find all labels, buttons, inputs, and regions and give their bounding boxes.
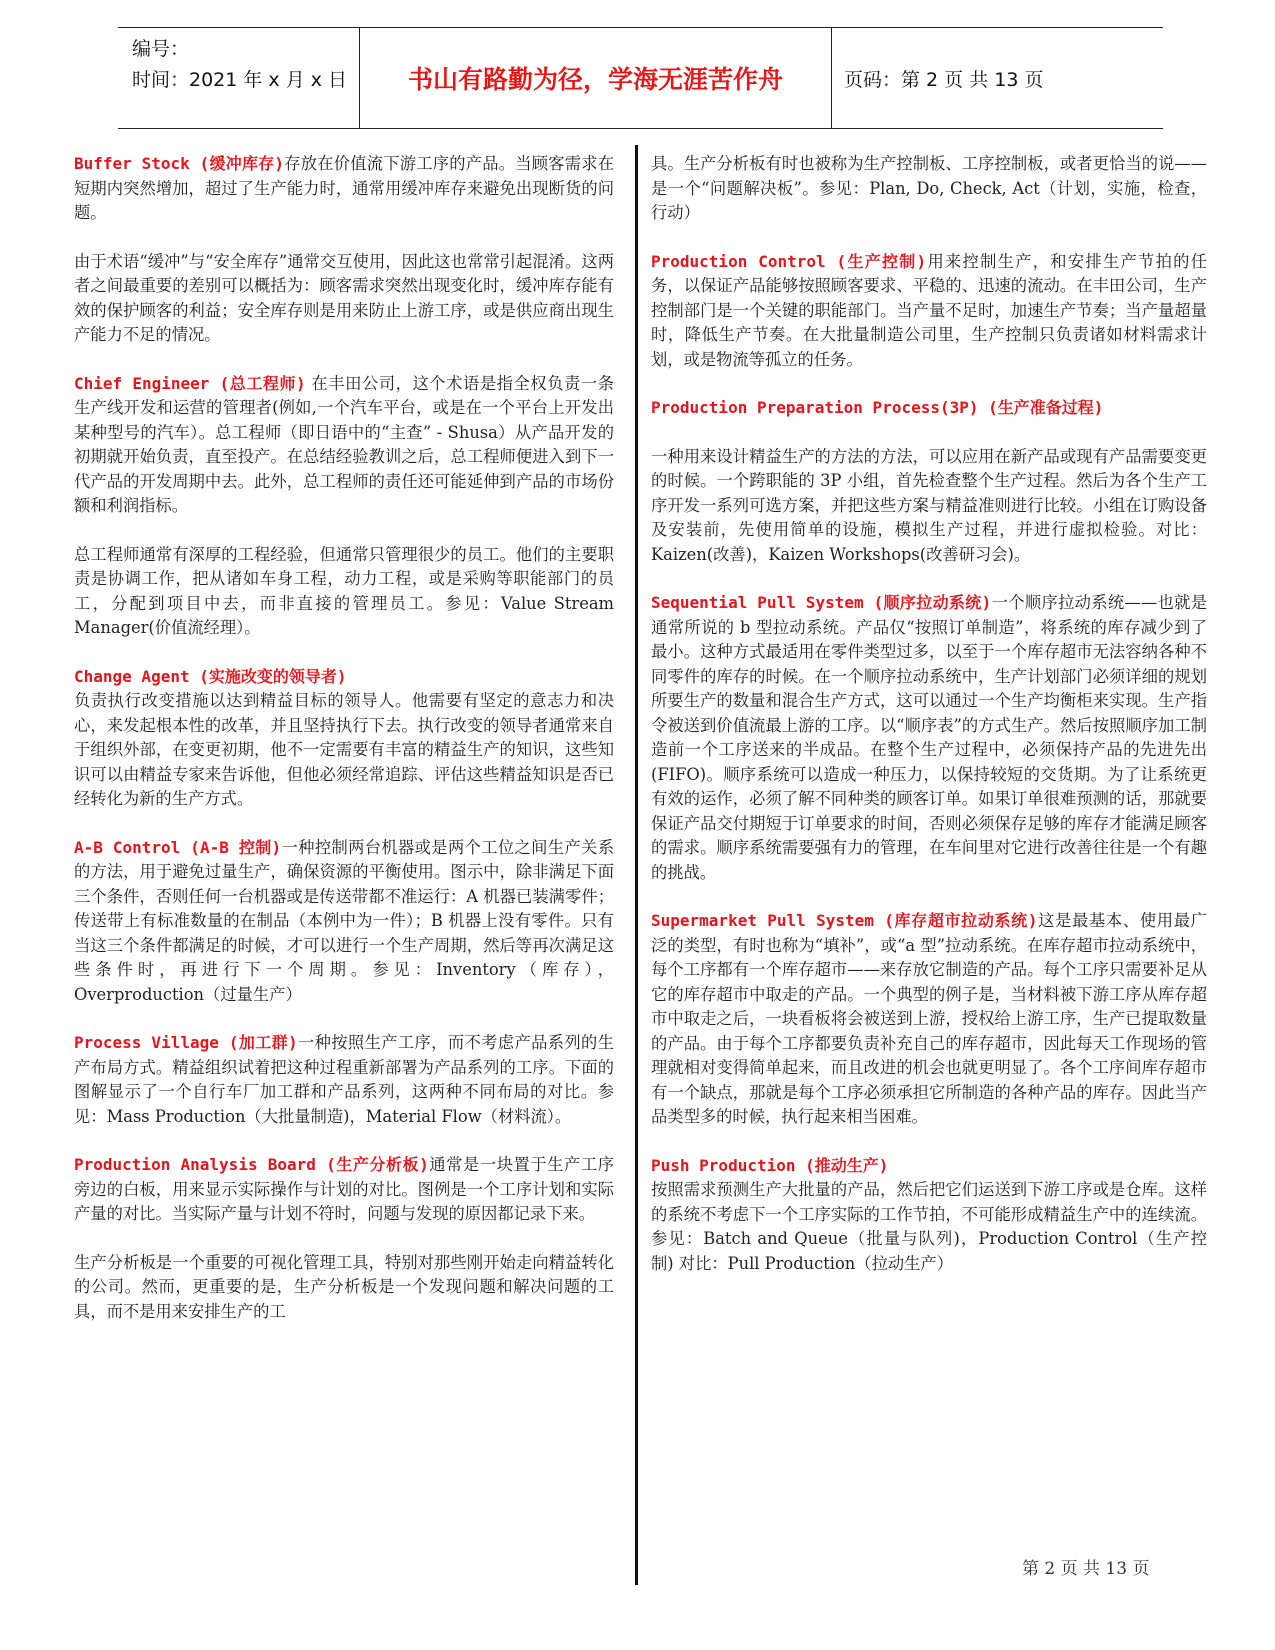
page-footer: 第 2 页 共 13 页	[1022, 1559, 1150, 1579]
term-supermarket-pull: Supermarket Pull System (库存超市拉动系统)	[651, 911, 1038, 930]
term-production-preparation: Production Preparation Process(3P) (生产准备过程)	[651, 398, 1104, 417]
term-production-analysis-board: Production Analysis Board (生产分析板)	[74, 1155, 429, 1174]
entry-chief-engineer	[74, 372, 614, 519]
entry-process-village	[74, 1031, 614, 1129]
paragraph-chief-engineer-2: 总工程师通常有深厚的工程经验，但通常只管理很少的员工。他们的主要职责是协调工作，把从诸如车身工程，动力工程，或是采购等职能部门的员工，分配到项目中去，而非直接的管理员工。参见：Value Stream Manager(价值流经理）。	[74, 544, 614, 637]
term-buffer-stock: Buffer Stock (缓冲库存)	[74, 154, 285, 173]
header-motto: 书山有路勤为径，学海无涯苦作舟	[360, 28, 832, 128]
definition-change-agent: 负责执行改变措施以达到精益目标的领导人。他需要有坚定的意志力和决心，来发起根本性的改革，并且坚持执行下去。执行改变的领导者通常来自于组织外部，在变更初期，他不一定需要有丰富的精益生产的知识，这些知识可以由精益专家来告诉他，但他必须经常追踪、评估这些精益知识是否已经转化为新的生产方式。	[74, 691, 614, 808]
paragraph-production-analysis-board-cont: 具。生产分析板有时也被称为生产控制板、工序控制板，或者更恰当的说——是一个“问题解决板”。参见：Plan, Do, Check, Act（计划，实施，检查，行动）	[651, 154, 1207, 222]
left-column	[74, 152, 614, 1348]
definition-ab-control: 一种控制两台机器或是两个工位之间生产关系的方法，用于避免过量生产，确保资源的平衡使用。图示中，除非满足下面三个条件，否则任何一台机器或是传送带都不准运行：A 机器已装满零件；传送带上有标准数量的在制品（本例中为一件）；B 机器上没有零件。只有当这三个条件都满足的时候，才可以进行一个生产周期，然后等再次满足这些条件时，再进行下一个周期。参见：Inventory（库存），Overproduction（过量生产）	[74, 837, 614, 1004]
header-meta	[118, 28, 360, 128]
entry-sequential-pull	[651, 591, 1207, 885]
entry-production-control	[651, 250, 1207, 373]
definition-supermarket-pull: 这是最基本、使用最广泛的类型，有时也称为“填补”，或“a 型”拉动系统。在库存超市拉动系统中，每个工序都有一个库存超市——来存放它制造的产品。每个工序只需要补足从它的库存超市中取走的产品。一个典型的例子是，当材料被下游工序从库存超市中取走之后，一块看板将会被送到上游，授权给上游工序，生产已提取数量的产品。由于每个工序都要负责补充自己的库存超市，因此每天工作现场的管理就相对变得简单起来，而且改进的机会也就更明显了。各个工序间库存超市有一个缺点，那就是每个工序必须承担它所制造的各种产品的库存。因此当产品类型多的时候，执行起来相当困难。	[651, 911, 1207, 1126]
entry-production-analysis-board	[74, 1153, 614, 1227]
definition-production-control: 用来控制生产，和安排生产节拍的任务，以保证产品能够按照顾客要求、平稳的、迅速的流动。在丰田公司，生产控制部门是一个关键的职能部门。当产量不足时，加速生产节奏；当产量超量时，降低生产节奏。在大批量制造公司里，生产控制只负责诸如材料需求计划，或是物流等孤立的任务。	[651, 251, 1207, 369]
entry-push-production	[651, 1154, 1207, 1277]
entry-ab-control	[74, 836, 614, 1008]
page-header	[118, 27, 1163, 129]
document-number-label: 编号：	[132, 38, 190, 60]
definition-production-preparation: 一种用来设计精益生产的方法的方法，可以应用在新产品或现有产品需要变更的时候。一个跨职能的 3P 小组，首先检查整个生产过程。然后为各个生产工序开发一系列可选方案，并把这些方案与精益准则进行比较。小组在订购设备及安装前，先使用简单的设施，模拟生产过程，并进行虚拟检验。对比：Kaizen(改善)，Kaizen Workshops(改善研习会)。	[651, 446, 1207, 564]
entry-production-preparation	[651, 396, 1207, 421]
right-column	[651, 152, 1207, 1300]
column-divider	[635, 145, 638, 1585]
term-change-agent: Change Agent (实施改变的领导者)	[74, 666, 347, 686]
definition-buffer-stock: 存放在价值流下游工序的产品。当顾客需求在短期内突然增加，超过了生产能力时，通常用缓冲库存来避免出现断货的问题。	[74, 154, 614, 222]
entry-buffer-stock	[74, 152, 614, 226]
definition-push-production: 按照需求预测生产大批量的产品，然后把它们运送到下游工序或是仓库。这样的系统不考虑下一个工序实际的工作节拍，不可能形成精益生产中的连续流。参见：Batch and Queue（批量与队列)，Production Control（生产控制) 对比：Pull Production（拉动生产）	[651, 1180, 1207, 1273]
term-chief-engineer: Chief Engineer (总工程师)	[74, 373, 306, 393]
document-time-label: 时间：2021 年 x 月 x 日	[132, 69, 348, 91]
paragraph-production-analysis-board-2: 生产分析板是一个重要的可视化管理工具，特别对那些刚开始走向精益转化的公司。然而，更重要的是，生产分析板是一个发现问题和解决问题的工具，而不是用来安排生产的工	[74, 1252, 614, 1321]
term-ab-control: A-B Control (A-B 控制)	[74, 837, 282, 857]
term-sequential-pull: Sequential Pull System (顺序拉动系统)	[651, 593, 992, 612]
definition-production-analysis-board: 通常是一块置于生产工序旁边的白板，用来显示实际操作与计划的对比。图例是一个工序计划和实际产量的对比。当实际产量与计划不符时，问题与发现的原因都记录下来。	[74, 1155, 614, 1223]
header-page-number: 页码：第 2 页 共 13 页	[844, 68, 1044, 91]
entry-supermarket-pull	[651, 909, 1207, 1130]
term-production-control: Production Control (生产控制)	[651, 251, 927, 271]
paragraph-buffer-stock-2: 由于术语“缓冲”与“安全库存”通常交互使用，因此这也常常引起混淆。这两者之间最重要的差别可以概括为：顾客需求突然出现变化时，缓冲库存能有效的保护顾客的利益；安全库存则是用来防止上游工序，或是供应商出现生产能力不足的情况。	[74, 251, 614, 344]
definition-chief-engineer: 在丰田公司，这个术语是指全权负责一条生产线开发和运营的管理者(例如,一个汽车平台，或是在一个平台上开发出某种型号的汽车）。总工程师（即日语中的“主查” - Shusa）从产品开发的初期就开始负责，直至投产。在总结经验教训之后，总工程师便进入到下一代产品的开发周期中去。此外，总工程师的责任还可能延伸到产品的市场份额和利润指标。	[74, 373, 614, 515]
entry-change-agent	[74, 665, 614, 812]
definition-process-village: 一种按照生产工序，而不考虑产品系列的生产布局方式。精益组织试着把这种过程重新部署为产品系列的工序。下面的图解显示了一个自行车厂加工群和产品系列，这两种不同布局的对比。参见：Mass Production（大批量制造)，Material Flow（材料流）。	[74, 1033, 614, 1126]
definition-sequential-pull: 一个顺序拉动系统——也就是通常所说的 b 型拉动系统。产品仅“按照订单制造”，将系统的库存减少到了最小。这种方式最适用在零件类型过多，以至于一个库存超市无法容纳各种不同零件的库存的时候。在一个顺序拉动系统中，生产计划部门必须详细的规划所要生产的数量和混合生产方式，这可以通过一个生产均衡柜来实现。生产指令被送到价值流最上游的工序。以“顺序表”的方式生产。然后按照顺序加工制造前一个工序送来的半成品。在整个生产过程中，必须保持产品的先进先出(FIFO)。顺序系统可以造成一种压力，以保持较短的交货期。为了让系统更有效的运作，必须了解不同种类的顾客订单。如果订单很难预测的话，那就要保证产品交付期短于订单要求的时间，否则必须保存足够的库存才能满足顾客的需求。顺序系统需要强有力的管理，在车间里对它进行改善往往是一个有趣的挑战。	[651, 593, 1207, 882]
term-process-village: Process Village (加工群)	[74, 1033, 298, 1052]
term-push-production: Push Production (推动生产)	[651, 1155, 889, 1175]
